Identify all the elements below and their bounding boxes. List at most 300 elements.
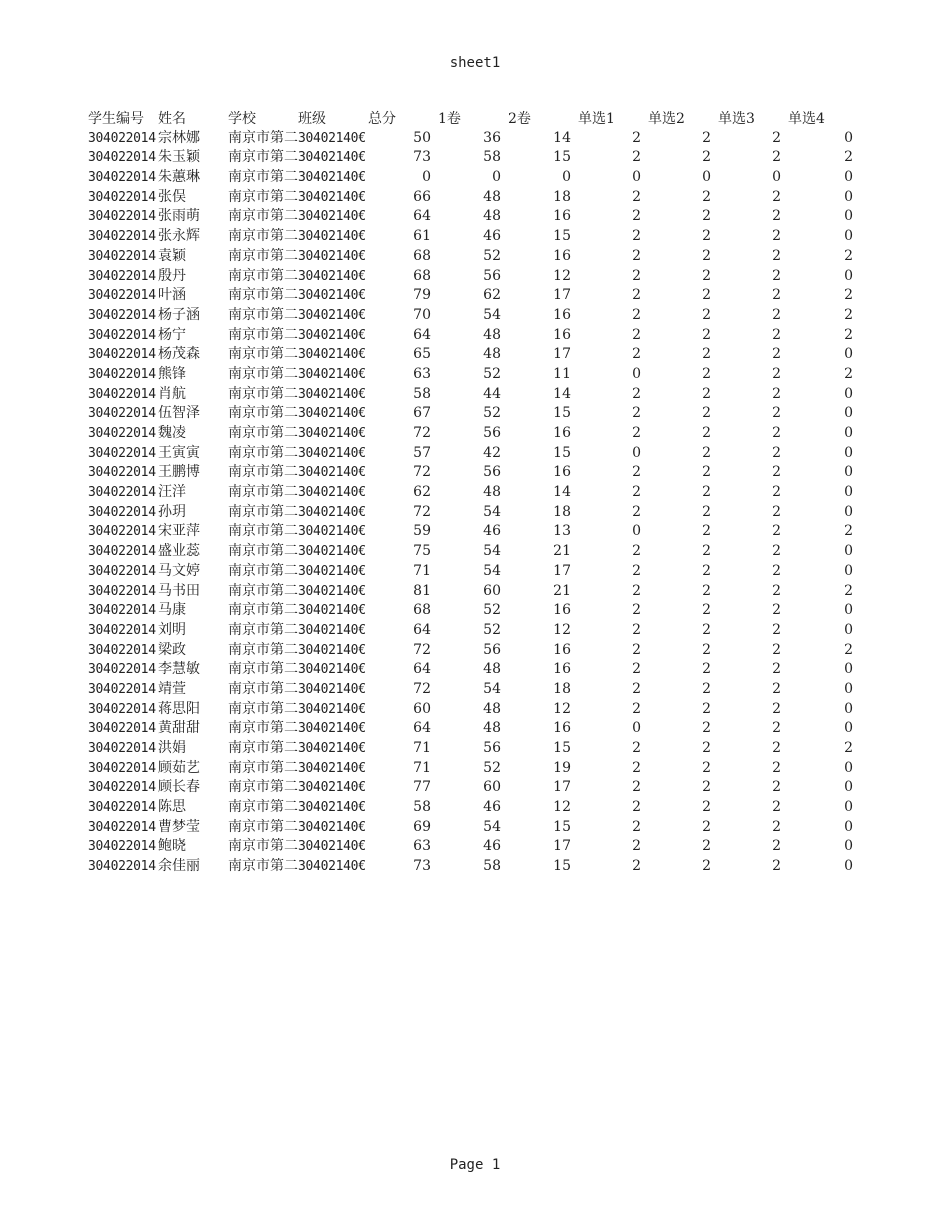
- cell-choice3: 2: [772, 405, 781, 422]
- cell-school: 南京市第二: [228, 740, 298, 756]
- cell-name: 熊锋: [158, 365, 186, 382]
- cell-student-id: 304022014: [88, 583, 156, 599]
- table-row: [0, 582, 950, 602]
- cell-choice3: 2: [772, 306, 781, 323]
- cell-paper1: 0: [492, 169, 501, 186]
- cell-choice2: 2: [702, 582, 711, 599]
- cell-choice3: 2: [772, 523, 781, 540]
- cell-paper2: 11: [553, 365, 571, 382]
- cell-class: 30402140€: [298, 563, 366, 579]
- cell-choice3: 2: [772, 385, 781, 402]
- cell-choice1: 2: [632, 779, 641, 796]
- cell-student-id: 304022014: [88, 130, 156, 146]
- cell-paper1: 58: [483, 149, 501, 166]
- cell-school: 南京市第二: [228, 287, 298, 304]
- cell-school: 南京市第二: [228, 661, 298, 678]
- cell-name: 蒋思阳: [158, 700, 200, 717]
- cell-student-id: 304022014: [88, 603, 156, 619]
- cell-total: 60: [413, 700, 431, 717]
- cell-choice1: 2: [632, 838, 641, 855]
- cell-choice4: 0: [844, 621, 853, 638]
- cell-total: 63: [413, 365, 431, 382]
- cell-choice1: 2: [632, 641, 641, 658]
- table-row: [0, 168, 950, 188]
- cell-choice2: 2: [702, 759, 711, 776]
- table-row: [0, 818, 950, 838]
- cell-school: 南京市第二: [228, 858, 298, 875]
- cell-choice2: 2: [702, 385, 711, 402]
- cell-choice2: 2: [702, 444, 711, 461]
- cell-choice4: 0: [844, 188, 853, 205]
- cell-paper2: 12: [553, 267, 571, 284]
- table-row: [0, 326, 950, 346]
- table-row: [0, 267, 950, 287]
- cell-choice3: 2: [772, 287, 781, 304]
- cell-choice4: 0: [844, 799, 853, 816]
- cell-school: 南京市第二: [228, 464, 298, 481]
- cell-paper1: 56: [483, 267, 501, 284]
- cell-class: 30402140€: [298, 386, 366, 402]
- cell-paper2: 16: [553, 208, 571, 225]
- cell-choice2: 2: [702, 405, 711, 422]
- cell-student-id: 304022014: [88, 681, 156, 697]
- cell-paper2: 12: [553, 799, 571, 816]
- cell-school: 南京市第二: [228, 562, 298, 579]
- cell-class: 30402140€: [298, 544, 366, 560]
- header-choice4: 单选4: [788, 111, 825, 127]
- cell-class: 30402140€: [298, 150, 366, 166]
- cell-school: 南京市第二: [228, 602, 298, 619]
- cell-choice1: 2: [632, 680, 641, 697]
- cell-choice3: 2: [772, 129, 781, 146]
- cell-choice2: 2: [702, 365, 711, 382]
- cell-paper2: 16: [553, 326, 571, 343]
- cell-choice1: 0: [632, 523, 641, 540]
- cell-choice3: 2: [772, 444, 781, 461]
- cell-name: 杨宁: [158, 326, 186, 343]
- cell-paper1: 52: [483, 602, 501, 619]
- cell-student-id: 304022014: [88, 248, 156, 264]
- cell-name: 袁颖: [158, 247, 186, 264]
- cell-choice1: 2: [632, 287, 641, 304]
- cell-name: 叶涵: [158, 287, 186, 304]
- cell-paper2: 12: [553, 700, 571, 717]
- cell-school: 南京市第二: [228, 365, 298, 382]
- cell-school: 南京市第二: [228, 346, 298, 363]
- cell-school: 南京市第二: [228, 720, 298, 737]
- cell-class: 30402140€: [298, 366, 366, 382]
- cell-name: 余佳丽: [158, 858, 200, 875]
- cell-total: 66: [413, 188, 431, 205]
- cell-school: 南京市第二: [228, 326, 298, 343]
- table-row: [0, 424, 950, 444]
- cell-paper1: 48: [483, 661, 501, 678]
- cell-total: 75: [413, 543, 431, 560]
- cell-school: 南京市第二: [228, 169, 298, 186]
- cell-choice4: 0: [844, 838, 853, 855]
- cell-class: 30402140€: [298, 307, 366, 323]
- cell-choice1: 2: [632, 425, 641, 441]
- cell-class: 30402140€: [298, 642, 366, 658]
- cell-paper1: 54: [483, 543, 501, 560]
- cell-paper2: 0: [562, 169, 571, 186]
- cell-choice1: 2: [632, 228, 641, 245]
- cell-class: 30402140€: [298, 839, 366, 855]
- cell-choice2: 2: [702, 129, 711, 146]
- cell-name: 张永辉: [158, 228, 200, 245]
- cell-choice1: 2: [632, 562, 641, 579]
- cell-choice4: 0: [844, 779, 853, 796]
- cell-choice3: 2: [772, 562, 781, 579]
- cell-name: 马书田: [158, 582, 200, 599]
- table-row: [0, 148, 950, 168]
- cell-paper1: 46: [483, 838, 501, 855]
- header-name: 姓名: [158, 111, 186, 127]
- cell-choice4: 2: [844, 523, 853, 540]
- cell-student-id: 304022014: [88, 150, 156, 166]
- cell-school: 南京市第二: [228, 543, 298, 560]
- table-row: [0, 345, 950, 365]
- cell-class: 30402140€: [298, 268, 366, 284]
- cell-choice2: 2: [702, 464, 711, 481]
- table-row: [0, 188, 950, 208]
- cell-choice2: 2: [702, 228, 711, 245]
- cell-student-id: 304022014: [88, 426, 156, 441]
- cell-choice1: 2: [632, 503, 641, 520]
- cell-paper2: 14: [553, 385, 571, 402]
- cell-name: 梁政: [158, 641, 186, 658]
- table-row: [0, 129, 950, 149]
- cell-paper2: 18: [553, 680, 571, 697]
- cell-paper1: 56: [483, 425, 501, 441]
- cell-choice2: 2: [702, 602, 711, 619]
- cell-choice3: 2: [772, 582, 781, 599]
- cell-paper1: 58: [483, 858, 501, 875]
- cell-school: 南京市第二: [228, 779, 298, 796]
- table-row: [0, 700, 950, 720]
- cell-paper2: 15: [553, 149, 571, 166]
- cell-total: 81: [413, 582, 431, 599]
- cell-choice2: 2: [702, 484, 711, 501]
- cell-school: 南京市第二: [228, 129, 298, 146]
- cell-choice1: 2: [632, 129, 641, 146]
- cell-choice4: 0: [844, 208, 853, 225]
- cell-choice3: 2: [772, 740, 781, 756]
- cell-paper2: 16: [553, 602, 571, 619]
- cell-class: 30402140€: [298, 800, 366, 816]
- cell-choice3: 2: [772, 425, 781, 441]
- cell-choice3: 2: [772, 149, 781, 166]
- cell-total: 79: [413, 287, 431, 304]
- cell-choice2: 2: [702, 838, 711, 855]
- cell-class: 30402140€: [298, 780, 366, 796]
- cell-paper2: 16: [553, 425, 571, 441]
- cell-total: 64: [413, 661, 431, 678]
- table-row: [0, 660, 950, 680]
- cell-paper1: 46: [483, 523, 501, 540]
- cell-choice4: 0: [844, 680, 853, 697]
- cell-student-id: 304022014: [88, 780, 156, 796]
- cell-choice4: 0: [844, 169, 853, 186]
- cell-choice2: 2: [702, 326, 711, 343]
- cell-choice1: 2: [632, 267, 641, 284]
- cell-total: 71: [413, 740, 431, 756]
- cell-class: 30402140€: [298, 859, 366, 875]
- cell-class: 30402140€: [298, 741, 366, 756]
- cell-choice1: 2: [632, 621, 641, 638]
- cell-class: 30402140€: [298, 426, 366, 441]
- cell-choice2: 2: [702, 858, 711, 875]
- cell-choice2: 2: [702, 680, 711, 697]
- cell-paper1: 48: [483, 208, 501, 225]
- cell-paper2: 21: [553, 582, 571, 599]
- cell-paper1: 54: [483, 306, 501, 323]
- cell-choice1: 2: [632, 582, 641, 599]
- cell-choice3: 2: [772, 503, 781, 520]
- cell-class: 30402140€: [298, 760, 366, 776]
- table-row: [0, 365, 950, 385]
- cell-choice3: 2: [772, 661, 781, 678]
- cell-student-id: 304022014: [88, 268, 156, 284]
- cell-choice2: 2: [702, 503, 711, 520]
- cell-total: 64: [413, 326, 431, 343]
- cell-choice4: 0: [844, 720, 853, 737]
- cell-class: 30402140€: [298, 327, 366, 343]
- table-row: [0, 483, 950, 503]
- table-row: [0, 719, 950, 739]
- table-row: [0, 601, 950, 621]
- cell-paper2: 15: [553, 444, 571, 461]
- cell-choice1: 2: [632, 484, 641, 501]
- cell-choice2: 2: [702, 543, 711, 560]
- cell-name: 顾长春: [158, 779, 200, 796]
- cell-name: 马文婷: [158, 562, 200, 579]
- cell-choice2: 2: [702, 425, 711, 441]
- header-total: 总分: [368, 111, 396, 127]
- cell-choice2: 2: [702, 306, 711, 323]
- cell-paper1: 60: [483, 779, 501, 796]
- cell-paper2: 15: [553, 228, 571, 245]
- cell-school: 南京市第二: [228, 208, 298, 225]
- cell-choice4: 2: [844, 247, 853, 264]
- cell-choice4: 0: [844, 267, 853, 284]
- cell-class: 30402140€: [298, 406, 366, 422]
- cell-choice2: 0: [702, 169, 711, 186]
- cell-choice1: 0: [632, 169, 641, 186]
- header-choice2: 单选2: [648, 111, 685, 127]
- cell-choice4: 0: [844, 346, 853, 363]
- cell-choice4: 0: [844, 503, 853, 520]
- cell-total: 62: [413, 484, 431, 501]
- cell-paper2: 16: [553, 661, 571, 678]
- cell-student-id: 304022014: [88, 800, 156, 816]
- cell-student-id: 304022014: [88, 859, 156, 875]
- cell-choice1: 2: [632, 602, 641, 619]
- cell-class: 30402140€: [298, 819, 366, 835]
- cell-choice3: 2: [772, 759, 781, 776]
- table-row: [0, 837, 950, 857]
- cell-school: 南京市第二: [228, 759, 298, 776]
- cell-class: 30402140€: [298, 288, 366, 304]
- cell-student-id: 304022014: [88, 544, 156, 560]
- cell-choice3: 2: [772, 464, 781, 481]
- cell-total: 64: [413, 720, 431, 737]
- cell-student-id: 304022014: [88, 327, 156, 343]
- cell-total: 72: [413, 503, 431, 520]
- cell-total: 61: [413, 228, 431, 245]
- cell-total: 70: [413, 306, 431, 323]
- cell-choice3: 2: [772, 346, 781, 363]
- page-footer: Page 1: [449, 1157, 501, 1173]
- cell-class: 30402140€: [298, 583, 366, 599]
- cell-total: 72: [413, 680, 431, 697]
- cell-choice2: 2: [702, 346, 711, 363]
- table-row: [0, 857, 950, 877]
- cell-choice1: 2: [632, 405, 641, 422]
- header-student-id: 学生编号: [88, 111, 144, 127]
- cell-paper2: 16: [553, 306, 571, 323]
- header-paper1: 1卷: [438, 111, 461, 127]
- cell-student-id: 304022014: [88, 406, 156, 422]
- cell-class: 30402140€: [298, 248, 366, 264]
- cell-total: 77: [413, 779, 431, 796]
- cell-choice1: 2: [632, 247, 641, 264]
- cell-choice1: 2: [632, 818, 641, 835]
- cell-choice1: 2: [632, 188, 641, 205]
- cell-school: 南京市第二: [228, 799, 298, 816]
- cell-choice4: 0: [844, 129, 853, 146]
- cell-paper1: 48: [483, 326, 501, 343]
- score-table: [0, 109, 950, 877]
- cell-school: 南京市第二: [228, 247, 298, 264]
- cell-choice3: 2: [772, 858, 781, 875]
- cell-choice4: 0: [844, 700, 853, 717]
- table-row: [0, 286, 950, 306]
- cell-choice3: 2: [772, 267, 781, 284]
- table-row: [0, 542, 950, 562]
- cell-choice2: 2: [702, 208, 711, 225]
- cell-choice3: 2: [772, 838, 781, 855]
- cell-student-id: 304022014: [88, 445, 156, 461]
- cell-choice4: 0: [844, 444, 853, 461]
- table-row: [0, 207, 950, 227]
- cell-choice4: 0: [844, 543, 853, 560]
- cell-choice4: 0: [844, 385, 853, 402]
- cell-total: 68: [413, 247, 431, 264]
- cell-school: 南京市第二: [228, 700, 298, 717]
- cell-paper2: 15: [553, 818, 571, 835]
- cell-choice2: 2: [702, 247, 711, 264]
- cell-choice1: 2: [632, 661, 641, 678]
- cell-school: 南京市第二: [228, 149, 298, 166]
- cell-school: 南京市第二: [228, 484, 298, 501]
- cell-name: 李慧敏: [158, 661, 200, 678]
- cell-class: 30402140€: [298, 485, 366, 501]
- cell-total: 0: [422, 169, 431, 186]
- cell-school: 南京市第二: [228, 641, 298, 658]
- cell-paper2: 17: [553, 779, 571, 796]
- table-row: [0, 680, 950, 700]
- cell-school: 南京市第二: [228, 405, 298, 422]
- cell-choice3: 2: [772, 247, 781, 264]
- cell-name: 洪娟: [158, 740, 186, 756]
- cell-choice3: 2: [772, 779, 781, 796]
- cell-paper1: 54: [483, 680, 501, 697]
- cell-name: 张俣: [158, 188, 186, 205]
- table-row: [0, 739, 950, 759]
- cell-total: 72: [413, 464, 431, 481]
- cell-choice4: 0: [844, 562, 853, 579]
- cell-paper1: 60: [483, 582, 501, 599]
- cell-paper2: 16: [553, 247, 571, 264]
- cell-total: 72: [413, 425, 431, 441]
- cell-choice1: 2: [632, 306, 641, 323]
- cell-paper2: 14: [553, 129, 571, 146]
- cell-choice1: 2: [632, 858, 641, 875]
- cell-total: 68: [413, 602, 431, 619]
- cell-choice3: 2: [772, 543, 781, 560]
- cell-choice4: 2: [844, 149, 853, 166]
- cell-choice4: 0: [844, 602, 853, 619]
- cell-student-id: 304022014: [88, 465, 156, 481]
- cell-student-id: 304022014: [88, 662, 156, 678]
- cell-student-id: 304022014: [88, 819, 156, 835]
- cell-total: 63: [413, 838, 431, 855]
- cell-choice4: 0: [844, 464, 853, 481]
- cell-paper2: 17: [553, 838, 571, 855]
- cell-choice4: 0: [844, 484, 853, 501]
- cell-name: 王寅寅: [158, 444, 200, 461]
- cell-choice4: 0: [844, 759, 853, 776]
- cell-total: 71: [413, 759, 431, 776]
- cell-paper1: 44: [483, 385, 501, 402]
- cell-choice4: 2: [844, 326, 853, 343]
- cell-choice1: 2: [632, 149, 641, 166]
- cell-paper1: 48: [483, 188, 501, 205]
- cell-choice4: 2: [844, 582, 853, 599]
- cell-choice2: 2: [702, 267, 711, 284]
- cell-paper1: 54: [483, 818, 501, 835]
- cell-paper2: 18: [553, 503, 571, 520]
- header-row: [0, 109, 950, 129]
- cell-choice2: 2: [702, 621, 711, 638]
- cell-school: 南京市第二: [228, 680, 298, 697]
- cell-choice3: 2: [772, 799, 781, 816]
- cell-choice3: 2: [772, 208, 781, 225]
- cell-paper2: 15: [553, 858, 571, 875]
- cell-choice4: 0: [844, 228, 853, 245]
- cell-paper1: 52: [483, 247, 501, 264]
- cell-total: 65: [413, 346, 431, 363]
- cell-choice3: 2: [772, 621, 781, 638]
- table-row: [0, 463, 950, 483]
- cell-name: 黄甜甜: [158, 720, 200, 737]
- cell-name: 鲍晓: [158, 838, 186, 855]
- cell-choice1: 2: [632, 700, 641, 717]
- cell-choice2: 2: [702, 287, 711, 304]
- cell-total: 57: [413, 444, 431, 461]
- header-choice1: 单选1: [578, 111, 615, 127]
- cell-name: 杨茂森: [158, 346, 200, 363]
- cell-paper1: 62: [483, 287, 501, 304]
- cell-school: 南京市第二: [228, 621, 298, 638]
- header-class: 班级: [298, 111, 326, 127]
- cell-class: 30402140€: [298, 130, 366, 146]
- cell-student-id: 304022014: [88, 524, 156, 540]
- table-row: [0, 778, 950, 798]
- cell-paper1: 56: [483, 464, 501, 481]
- cell-choice1: 2: [632, 464, 641, 481]
